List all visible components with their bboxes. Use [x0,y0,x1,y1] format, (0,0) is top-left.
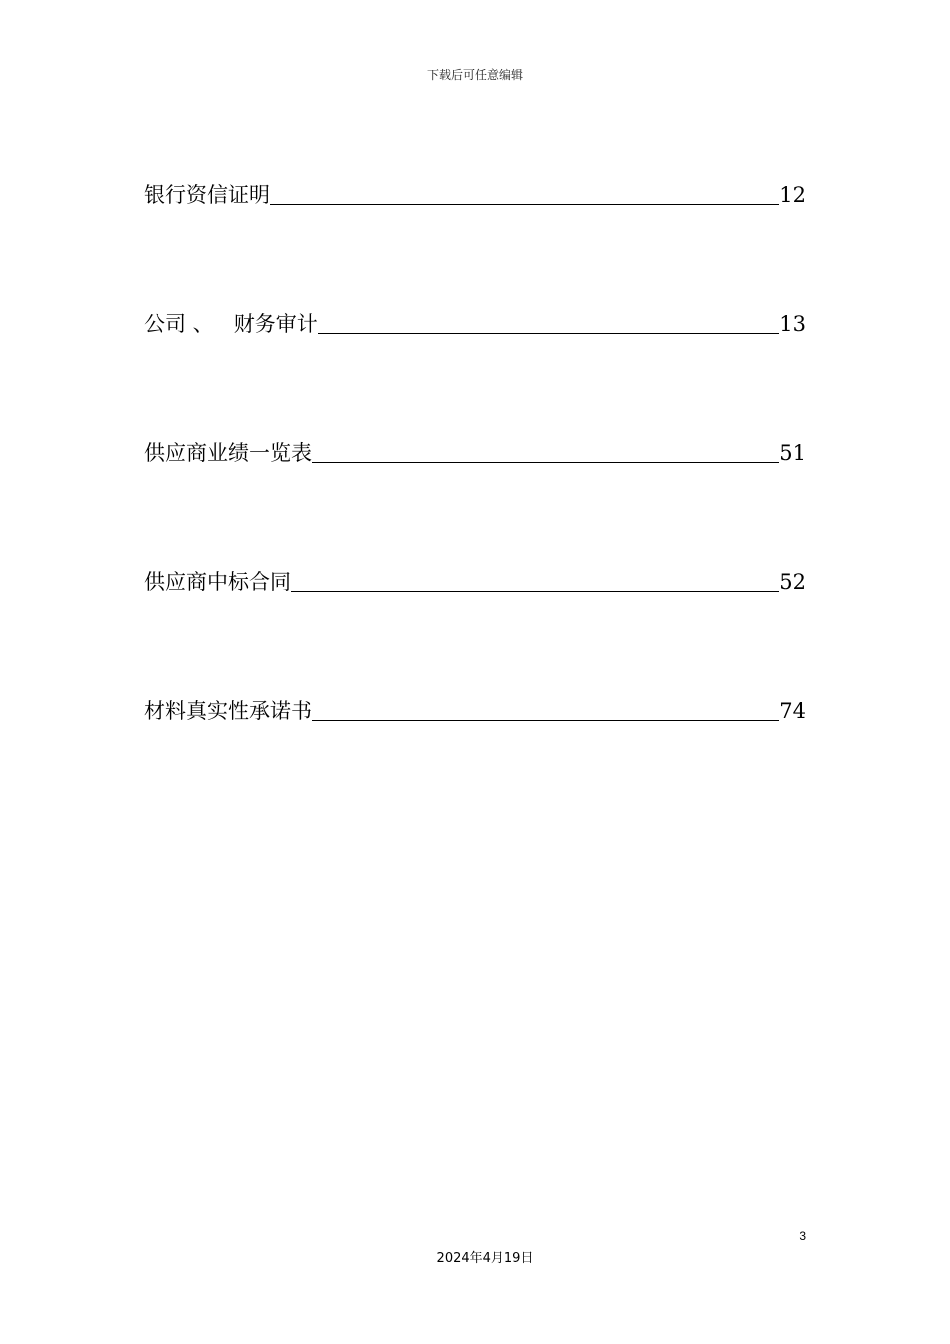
toc-entry-page: 51 [779,441,806,465]
toc-leader-line [291,590,779,592]
toc-entry-financial-audit[interactable] [144,307,806,337]
toc-entry-bank-credit[interactable] [144,178,806,208]
toc-leader-line [318,332,780,334]
toc-leader-line [312,719,779,721]
toc-entry-page: 13 [779,312,806,336]
toc-entry-label: 材料真实性承诺书 [144,699,312,723]
toc-leader-line [312,461,779,463]
toc-entry-page: 12 [779,183,806,207]
toc-entry-page: 74 [779,699,806,723]
toc-entry-winning-contracts[interactable] [144,565,806,595]
toc-leader-line [270,203,779,205]
toc-entry-authenticity-pledge[interactable] [144,694,806,724]
toc-entry-label: 供应商业绩一览表 [144,441,312,465]
page-number: 3 [799,1229,806,1243]
toc-entry-label: 供应商中标合同 [144,570,291,594]
toc-entry-label: 银行资信证明 [144,183,270,207]
header-note: 下载后可任意编辑 [426,68,523,82]
toc-entry-supplier-performance[interactable] [144,436,806,466]
toc-entry-page: 52 [779,570,806,594]
toc-entry-label: 公司 、 财务审计 [144,312,318,336]
footer-date: 2024年4月19日 [436,1251,534,1266]
